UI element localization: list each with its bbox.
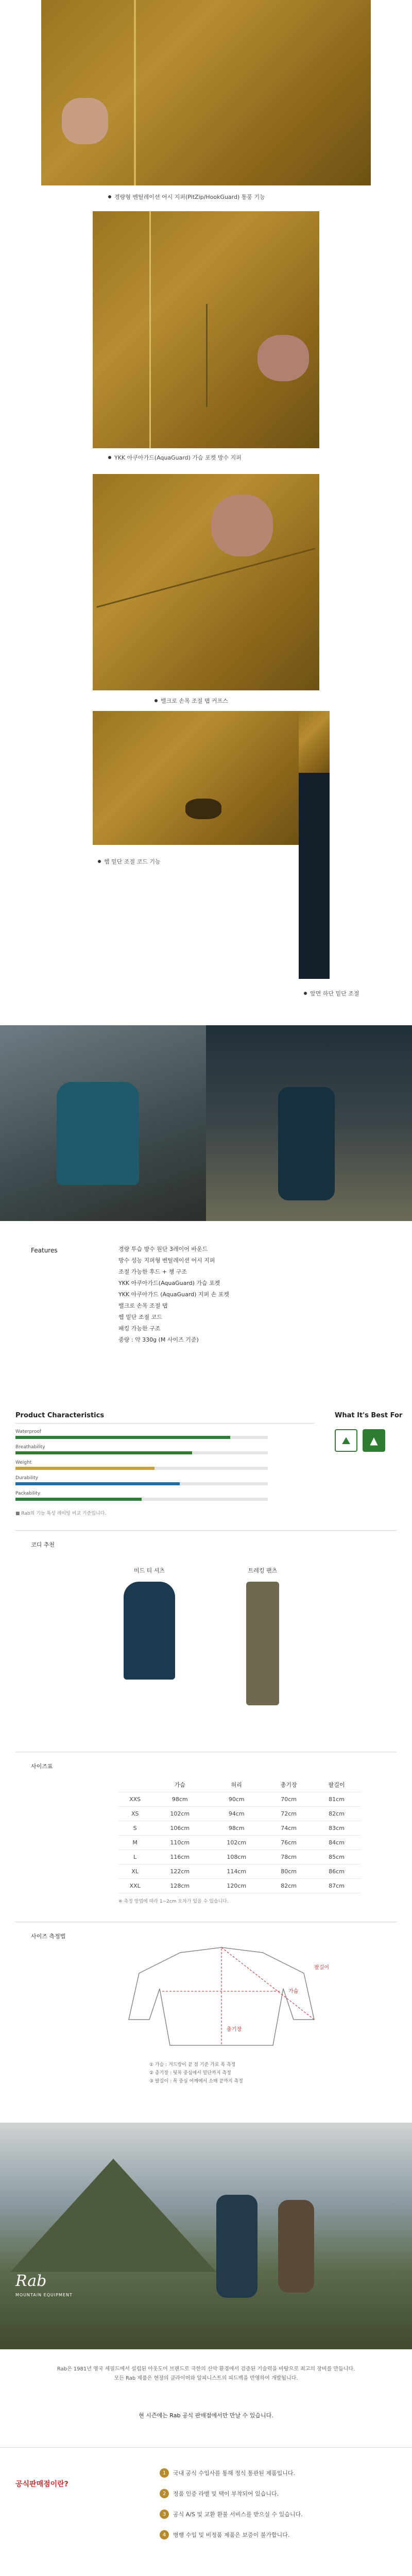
characteristic-bar — [15, 1482, 268, 1485]
characteristic-label: Waterproof — [15, 1429, 42, 1434]
hiker-photo-left — [0, 1025, 206, 1221]
jacket-side-photo — [299, 711, 330, 773]
table-row — [118, 1806, 360, 1821]
table-cell: 86cm — [313, 1864, 360, 1878]
characteristic-bar — [15, 1436, 268, 1439]
recommend-item-label: 미드 티 셔츠 — [133, 1567, 165, 1574]
official-section — [0, 2447, 412, 2571]
caption-5: 앞면 하단 밑단 조절 — [304, 989, 359, 997]
table-cell: L — [118, 1850, 151, 1864]
characteristics-note: ■ Rab의 기능 특성 레이팅 비교 기준입니다. — [15, 1511, 107, 1516]
table-cell: 84cm — [313, 1835, 360, 1850]
table-cell: XL — [118, 1864, 151, 1878]
caption-2: YKK 아쿠아가드(AquaGuard) 가슴 포켓 방수 지퍼 — [108, 453, 242, 462]
table-cell: 116cm — [151, 1850, 208, 1864]
characteristic-bar — [15, 1467, 268, 1470]
measure-diagram — [118, 1942, 345, 2056]
size-table-section — [0, 1752, 412, 1906]
table-cell: 78cm — [265, 1850, 313, 1864]
table-cell: 122cm — [151, 1864, 208, 1878]
lifestyle-section — [0, 1025, 412, 1221]
bullet-icon — [304, 992, 307, 995]
size-table-body — [118, 1792, 360, 1893]
table-cell: 90cm — [208, 1792, 265, 1806]
size-table-header: 가슴 허리 총기장 팔길이 — [118, 1777, 360, 1792]
table-cell: 80cm — [265, 1864, 313, 1878]
bullet-icon — [108, 195, 111, 198]
feature-item: 중량 : 약 330g (M 사이즈 기준) — [118, 1336, 199, 1343]
features-title: Features — [31, 1247, 58, 1254]
measure-title: 사이즈 측정법 — [31, 1933, 66, 1940]
characteristic-fill — [15, 1467, 154, 1470]
photo-section-3 — [0, 474, 412, 690]
characteristic-fill — [15, 1451, 192, 1454]
best-for-icons — [335, 1429, 385, 1452]
step-item — [160, 2510, 397, 2519]
characteristic-fill — [15, 1436, 230, 1439]
characteristic-row — [15, 1429, 268, 1439]
table-cell: 76cm — [265, 1835, 313, 1850]
characteristic-label: Packability — [15, 1491, 41, 1496]
table-cell: 81cm — [313, 1792, 360, 1806]
table-cell: 85cm — [313, 1850, 360, 1864]
table-cell: 128cm — [151, 1878, 208, 1893]
midlayer-shirt-image — [124, 1582, 175, 1680]
table-row — [118, 1850, 360, 1864]
measure-section — [0, 1922, 412, 2107]
recommend-title: 코디 추천 — [31, 1541, 55, 1548]
characteristics-title: Product Characteristics — [15, 1412, 105, 1419]
step-item — [160, 2468, 397, 2478]
table-row — [118, 1878, 360, 1893]
brand-tagline: MOUNTAIN EQUIPMENT — [15, 2293, 73, 2297]
hiking-icon: ⛰ — [335, 1429, 357, 1452]
photo-section-2 — [0, 211, 412, 448]
caption-1: 경량형 벤틸레이션 어시 지퍼(PitZip/HookGuard) 통풍 기능 — [108, 193, 265, 201]
pants-edge-photo — [299, 773, 330, 845]
size-table-note: ※ 측정 방법에 따라 1~2cm 오차가 있을 수 있습니다. — [118, 1899, 229, 1904]
characteristic-label: Breathability — [15, 1445, 45, 1450]
brand-section — [0, 2123, 412, 2349]
chest-pocket-photo — [93, 211, 319, 448]
characteristic-row — [15, 1476, 268, 1485]
step-item — [160, 2530, 397, 2539]
characteristic-bar — [15, 1451, 268, 1454]
table-cell: 98cm — [208, 1821, 265, 1835]
table-cell: 102cm — [208, 1835, 265, 1850]
step-number-icon: 1 — [160, 2468, 169, 2478]
table-cell: XXL — [118, 1878, 151, 1893]
measure-notes: ① 가슴 : 겨드랑이 끝 점 기준 가로 폭 측정 ② 총기장 : 뒷목 중심에서 밑단까지 측정 ③ 팔길이 : 목 중심 어깨에서 소매 끝까지 측정 — [149, 2062, 243, 2084]
best-for-title: What It's Best For — [335, 1412, 403, 1419]
jacket-hood-photo — [41, 0, 371, 185]
brand-copy: Rab은 1981년 영국 셰필드에서 설립된 아웃도어 브랜드로 극한의 산악 환경에서 검증된 기술력을 바탕으로 최고의 장비를 만듭니다. 모든 Rab 제품은 현장의 클라이머와 알피니스트의 피드백을 반영하여 개발됩니다. — [57, 2366, 355, 2381]
feature-item: 헴 밑단 조절 코드 — [118, 1314, 162, 1320]
feature-item: YKK 아쿠아가드 (AquaGuard) 지퍼 손 포켓 — [118, 1291, 230, 1298]
table-row — [118, 1864, 360, 1878]
bullet-icon — [98, 860, 101, 863]
recommend-section — [0, 1525, 412, 1731]
official-title: 공식판매점이란? — [15, 2480, 68, 2488]
bullet-icon — [108, 456, 111, 459]
table-cell: 70cm — [265, 1792, 313, 1806]
characteristics-section — [0, 1412, 412, 1525]
characteristic-row — [15, 1445, 268, 1454]
measure-label-chest: 가슴 — [288, 1989, 299, 1994]
features-section — [0, 1226, 412, 1391]
table-cell: 106cm — [151, 1821, 208, 1835]
table-row — [118, 1821, 360, 1835]
table-cell: M — [118, 1835, 151, 1850]
characteristic-fill — [15, 1498, 142, 1501]
feature-item: 방수 성능 지퍼형 벤틸레이션 어시 지퍼 — [118, 1257, 215, 1264]
features-list — [118, 1244, 229, 1346]
step-number-icon: 2 — [160, 2489, 169, 2498]
mountain-photo — [0, 2123, 412, 2349]
size-table-title: 사이즈표 — [31, 1763, 53, 1770]
caption-3: 밸크로 손목 조절 탭 커프스 — [154, 697, 228, 705]
step-number-icon: 4 — [160, 2530, 169, 2539]
step-text: 병행 수입 및 비정품 제품은 보증이 불가합니다. — [173, 2532, 290, 2538]
table-cell: 83cm — [313, 1821, 360, 1835]
characteristic-label: Weight — [15, 1460, 32, 1465]
photo-section-4 — [0, 711, 412, 979]
bullet-icon — [154, 699, 158, 702]
table-cell: 87cm — [313, 1878, 360, 1893]
feature-item: 조절 가능한 후드 + 챙 구조 — [118, 1268, 187, 1275]
trekking-pants-image — [246, 1582, 279, 1705]
measure-label-sleeve: 팔길이 — [314, 1965, 329, 1971]
step-number-icon: 3 — [160, 2510, 169, 2519]
step-item — [160, 2489, 397, 2498]
table-cell: 120cm — [208, 1878, 265, 1893]
feature-item: 경량 투습 방수 원단 3레이어 바운드 — [118, 1246, 208, 1252]
table-cell: 98cm — [151, 1792, 208, 1806]
table-cell: 108cm — [208, 1850, 265, 1864]
characteristic-bar — [15, 1498, 268, 1501]
measure-label-length: 총기장 — [227, 2027, 242, 2032]
table-cell: 94cm — [208, 1806, 265, 1821]
cuff-photo — [93, 474, 319, 690]
brand-logo: Rab — [15, 2272, 47, 2290]
table-cell: S — [118, 1821, 151, 1835]
step-text: 국내 공식 수입사를 통해 정식 통관된 제품입니다. — [173, 2470, 295, 2477]
table-cell: 72cm — [265, 1806, 313, 1821]
table-row — [118, 1835, 360, 1850]
step-text: 공식 A/S 및 교환 환불 서비스를 받으실 수 있습니다. — [173, 2511, 303, 2518]
characteristic-fill — [15, 1482, 180, 1485]
step-text: 정품 인증 라벨 및 택이 부착되어 있습니다. — [173, 2490, 279, 2497]
feature-item: YKK 아쿠아가드(AquaGuard) 가슴 포켓 — [118, 1280, 220, 1286]
table-cell: 82cm — [313, 1806, 360, 1821]
characteristic-row — [15, 1491, 268, 1501]
mountain-icon: ▲ — [363, 1429, 385, 1452]
table-cell: XS — [118, 1806, 151, 1821]
table-row — [118, 1792, 360, 1806]
pants-photo — [299, 845, 330, 979]
caption-4: 헴 밑단 조절 코드 기능 — [98, 857, 161, 866]
table-cell: 74cm — [265, 1821, 313, 1835]
photo-section-1 — [0, 0, 412, 185]
characteristic-row — [15, 1460, 268, 1470]
table-cell: 110cm — [151, 1835, 208, 1850]
size-table-wrap — [118, 1777, 360, 1904]
table-cell: 102cm — [151, 1806, 208, 1821]
brand-notice: 현 시즌에는 Rab 공식 판매점에서만 만날 수 있습니다. — [139, 2412, 273, 2419]
characteristic-label: Durability — [15, 1476, 38, 1481]
table-cell: 114cm — [208, 1864, 265, 1878]
hem-cord-photo — [93, 711, 299, 845]
feature-item: 밸크로 손목 조절 탭 — [118, 1302, 168, 1309]
table-cell: XXS — [118, 1792, 151, 1806]
feature-item: 패킹 가능한 구조 — [118, 1325, 161, 1332]
table-cell: 82cm — [265, 1878, 313, 1893]
size-table — [118, 1777, 360, 1893]
recommend-item-label: 트레킹 팬츠 — [248, 1567, 278, 1574]
hiker-photo-right — [206, 1025, 412, 1221]
